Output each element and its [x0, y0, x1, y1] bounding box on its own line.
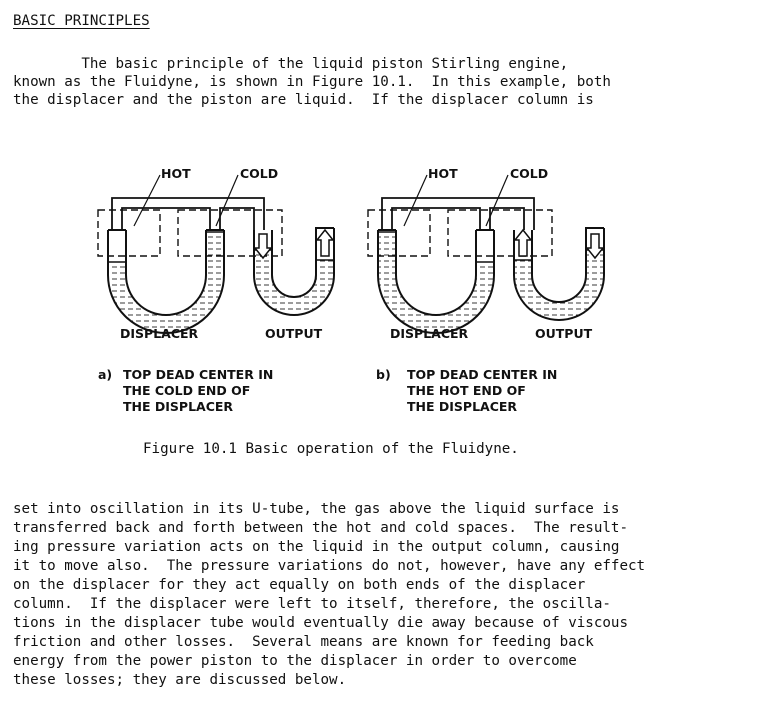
intro-line: the displacer and the piston are liquid. If the displacer column is — [13, 92, 594, 108]
section-heading: BASIC PRINCIPLES — [13, 13, 150, 29]
panel-a-diagram — [98, 166, 334, 341]
body-line: energy from the power piston to the displacer in order to overcome — [13, 653, 577, 669]
body-line: tions in the displacer tube would eventually die away because of viscous — [13, 615, 628, 631]
svg-text:THE COLD END OF: THE COLD END OF — [123, 383, 251, 398]
output-label: OUTPUT — [535, 326, 593, 341]
figure-caption: Figure 10.1 Basic operation of the Fluidyne. — [143, 441, 519, 457]
svg-text:THE DISPLACER: THE DISPLACER — [407, 399, 518, 414]
displacer-label: DISPLACER — [390, 326, 469, 341]
body-line: set into oscillation in its U-tube, the gas above the liquid surface is — [13, 501, 620, 517]
panel-b-caption — [376, 367, 557, 414]
displacer-label: DISPLACER — [120, 326, 199, 341]
intro-line: The basic principle of the liquid piston Stirling engine, — [13, 56, 569, 72]
output-arrow-up — [317, 230, 333, 256]
cold-label: COLD — [240, 166, 279, 181]
svg-text:a): a) — [98, 367, 113, 382]
figure-10-1 — [0, 150, 759, 470]
body-line: on the displacer for they act equally on both ends of the displacer — [13, 577, 586, 593]
svg-text:THE HOT END OF: THE HOT END OF — [407, 383, 526, 398]
svg-text:TOP DEAD CENTER IN: TOP DEAD CENTER IN — [407, 367, 558, 382]
body-line: transferred back and forth between the hot and cold spaces. The result- — [13, 520, 628, 536]
panel-a-caption — [98, 367, 273, 414]
output-label: OUTPUT — [265, 326, 323, 341]
body-line: it to move also. The pressure variations do not, however, have any effect — [13, 558, 646, 574]
panel-b-diagram — [368, 166, 604, 341]
output-arrow-up — [515, 230, 531, 256]
hot-label: HOT — [428, 166, 458, 181]
intro-line: known as the Fluidyne, is shown in Figure 10.1. In this example, both — [13, 74, 611, 90]
body-line: column. If the displacer were left to itself, therefore, the oscilla- — [13, 596, 611, 612]
body-line: friction and other losses. Several means are known for feeding back — [13, 634, 594, 650]
svg-text:THE DISPLACER: THE DISPLACER — [123, 399, 234, 414]
body-line: these losses; they are discussed below. — [13, 672, 347, 688]
hot-label: HOT — [161, 166, 191, 181]
cold-label: COLD — [510, 166, 549, 181]
body-line: ing pressure variation acts on the liquid in the output column, causing — [13, 539, 620, 555]
svg-text:b): b) — [376, 367, 391, 382]
svg-text:TOP DEAD CENTER IN: TOP DEAD CENTER IN — [123, 367, 274, 382]
cold-space — [448, 210, 552, 256]
